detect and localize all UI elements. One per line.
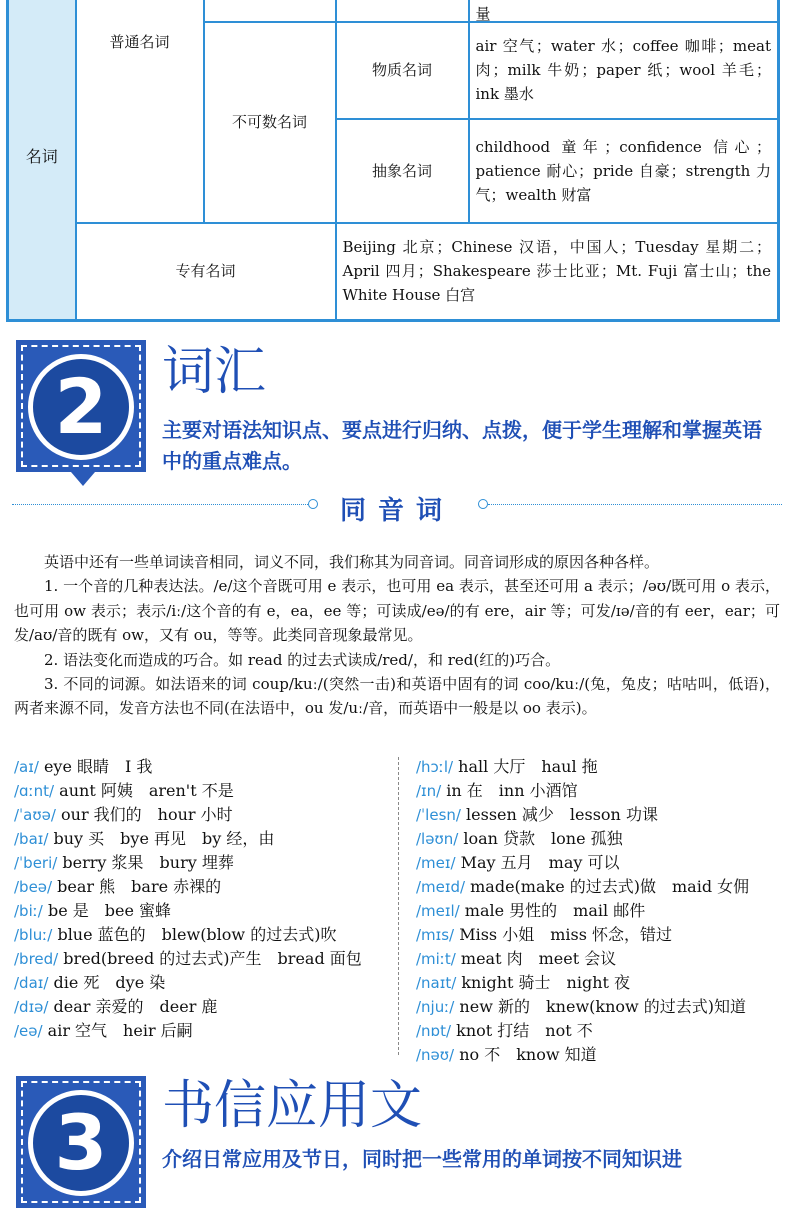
material-examples: air 空气；water 水；coffee 咖啡；meat 肉；milk 牛奶；paper 纸；wool 羊毛；ink 墨水 xyxy=(475,37,771,103)
list-item xyxy=(14,803,384,827)
homophone-list-left xyxy=(14,755,384,1043)
list-item xyxy=(416,851,784,875)
words: blue 蓝色的 blew(blow 的过去式)吹 xyxy=(52,925,337,944)
phonetic: /bred/ xyxy=(14,950,59,968)
list-item xyxy=(416,995,784,1019)
common-noun-label: 普通名词 xyxy=(109,33,170,51)
paragraph: 3. 不同的词源。如法语来的词 coup/kuː/(突然一击)和英语中固有的词 coo/kuː/(兔，兔皮；咕咕叫，低语)，两者来源不同，发音方法也不同(在法语中，ou 发/uː/音，而英语中一般是以 oo 表示)。 xyxy=(14,675,780,718)
subheading-line-right xyxy=(488,504,782,505)
words: berry 浆果 bury 埋葬 xyxy=(57,853,234,872)
top-partial-cell-b xyxy=(336,0,469,22)
words: no 不 know 知道 xyxy=(454,1045,597,1064)
phonetic: /ˈlesn/ xyxy=(416,806,461,824)
words: knot 打结 not 不 xyxy=(451,1021,593,1040)
words: lessen 减少 lesson 功课 xyxy=(460,805,658,824)
phonetic: /daɪ/ xyxy=(14,974,49,992)
abstract-noun-label: 抽象名词 xyxy=(371,161,432,180)
list-item xyxy=(416,803,784,827)
phonetic: /ˈberi/ xyxy=(14,854,58,872)
uncountable-noun-cell xyxy=(204,22,336,223)
phonetic: /miːt/ xyxy=(416,950,456,968)
top-partial-cell xyxy=(469,0,779,22)
phonetic: /nəʊ/ xyxy=(416,1046,455,1064)
words: meat 肉 meet 会议 xyxy=(455,949,617,968)
list-item xyxy=(14,1019,384,1043)
words: buy 买 bye 再见 by 经，由 xyxy=(48,829,275,848)
abstract-noun-cell xyxy=(336,119,469,223)
proper-noun-cell xyxy=(76,223,336,321)
badge-pointer-icon xyxy=(71,472,95,486)
paragraph: 1. 一个音的几种表达法。/e/这个音既可用 e 表示，也可用 ea 表示，甚至还可用 a 表示；/əʊ/既可用 o 表示，也可用 ow 表示；表示/iː/这个音的有 e，ea，ee 等；可读成/eə/的有 ere，air 等；可发/ɪə/音的有 eer，ear；可发/aʊ/音的既有 ow，又有 ou，等等。此类同音现象最常见。 xyxy=(14,577,780,645)
uncountable-noun-label: 不可数名词 xyxy=(231,113,307,131)
phonetic: /ləʊn/ xyxy=(416,830,459,848)
subheading-text: 同音词 xyxy=(339,496,454,526)
subheading-dot-left-icon xyxy=(308,499,318,509)
words: aunt 阿姨 aren't 不是 xyxy=(54,781,234,800)
words: be 是 bee 蜜蜂 xyxy=(42,901,172,920)
list-item xyxy=(14,779,384,803)
phonetic: /meɪd/ xyxy=(416,878,466,896)
words: in 在 inn 小酒馆 xyxy=(441,781,578,800)
phonetic: /aɪ/ xyxy=(14,758,39,776)
category-label: 名词 xyxy=(25,147,58,166)
words: die 死 dye 染 xyxy=(48,973,166,992)
list-item xyxy=(14,899,384,923)
words: made(make 的过去式)做 maid 女佣 xyxy=(465,877,750,896)
section-2-circle xyxy=(28,354,134,460)
section-2-number: 2 xyxy=(54,362,108,451)
phonetic: /njuː/ xyxy=(416,998,455,1016)
section-2-badge xyxy=(16,340,146,472)
section-3-badge xyxy=(16,1076,146,1208)
words: air 空气 heir 后嗣 xyxy=(42,1021,193,1040)
proper-examples-cell xyxy=(336,223,779,321)
phonetic: /ˈaʊə/ xyxy=(14,806,56,824)
words: bred(breed 的过去式)产生 bread 面包 xyxy=(58,949,362,968)
section-2-description: 主要对语法知识点、要点进行归纳、点拨，便于学生理解和掌握英语中的重点难点。 xyxy=(162,418,762,473)
list-item xyxy=(416,755,784,779)
list-item xyxy=(416,779,784,803)
phonetic: /beə/ xyxy=(14,878,53,896)
words: hall 大厅 haul 拖 xyxy=(453,757,598,776)
list-item xyxy=(14,923,384,947)
words: loan 贷款 lone 孤独 xyxy=(458,829,623,848)
phonetic: /biː/ xyxy=(14,902,43,920)
proper-noun-label: 专有名词 xyxy=(175,262,236,281)
phonetic: /nɒt/ xyxy=(416,1022,452,1040)
list-item xyxy=(14,995,384,1019)
paragraph: 2. 语法变化而造成的巧合。如 read 的过去式读成/red/，和 red(红的)巧合。 xyxy=(44,650,561,669)
words: dear 亲爱的 deer 鹿 xyxy=(48,997,218,1016)
section-3-title: 书信应用文 xyxy=(162,1076,423,1136)
phonetic: /mɪs/ xyxy=(416,926,455,944)
list-item xyxy=(416,947,784,971)
list-item xyxy=(14,755,384,779)
proper-examples: Beijing 北京；Chinese 汉语，中国人；Tuesday 星期二；April 四月；Shakespeare 莎士比亚；Mt. Fuji 富士山；the White House 白宫 xyxy=(342,238,771,305)
section-3-number: 3 xyxy=(54,1098,108,1187)
words: new 新的 knew(know 的过去式)知道 xyxy=(454,997,747,1016)
section-3-circle xyxy=(28,1090,134,1196)
list-item xyxy=(14,827,384,851)
category-cell xyxy=(8,0,76,321)
words: eye 眼睛 I 我 xyxy=(38,757,153,776)
material-noun-label: 物质名词 xyxy=(371,61,432,79)
words: May 五月 may 可以 xyxy=(455,853,620,872)
phonetic: /dɪə/ xyxy=(14,998,49,1016)
list-item xyxy=(14,947,384,971)
phonetic: /hɔːl/ xyxy=(416,758,454,776)
material-examples-cell xyxy=(469,22,779,119)
top-partial-text: 量 xyxy=(475,4,491,23)
subheading-line-left xyxy=(12,504,308,505)
words: bear 熊 bare 赤裸的 xyxy=(52,877,222,896)
abstract-examples: childhood 童年；confidence 信心；patience 耐心；pride 自豪；strength 力气；wealth 财富 xyxy=(475,137,771,204)
phonetic: /baɪ/ xyxy=(14,830,49,848)
phonetic: /meɪl/ xyxy=(416,902,460,920)
phonetic: /meɪ/ xyxy=(416,854,456,872)
words: Miss 小姐 miss 怀念，错过 xyxy=(454,925,673,944)
words: knight 骑士 night 夜 xyxy=(456,973,631,992)
abstract-examples-cell xyxy=(469,119,779,223)
words: male 男性的 mail 邮件 xyxy=(459,901,646,920)
section-2-title: 词汇 xyxy=(162,342,267,402)
homophone-list-right xyxy=(416,755,784,1067)
section-3-description: 介绍日常应用及节日，同时把一些常用的单词按不同知识进 xyxy=(162,1147,682,1171)
phonetic: /naɪt/ xyxy=(416,974,457,992)
list-item xyxy=(14,971,384,995)
column-divider xyxy=(398,757,399,1055)
list-item xyxy=(416,899,784,923)
noun-classification-table xyxy=(6,0,780,322)
material-noun-cell xyxy=(336,22,469,119)
list-item xyxy=(416,875,784,899)
phonetic: /ɑːnt/ xyxy=(14,782,55,800)
phonetic: /ɪn/ xyxy=(416,782,442,800)
list-item xyxy=(416,923,784,947)
subheading-dot-right-icon xyxy=(478,499,488,509)
paragraph: 英语中还有一些单词读音相同，词义不同，我们称其为同音词。同音词形成的原因各种各样。 xyxy=(44,553,660,571)
list-item xyxy=(416,1043,784,1067)
homophone-subheading xyxy=(12,490,782,526)
homophone-explanation xyxy=(14,550,780,721)
phonetic: /eə/ xyxy=(14,1022,43,1040)
common-noun-cell xyxy=(76,0,204,223)
top-partial-cell-a xyxy=(204,0,336,22)
list-item xyxy=(416,1019,784,1043)
words: our 我们的 hour 小时 xyxy=(55,805,233,824)
list-item xyxy=(14,851,384,875)
phonetic: /bluː/ xyxy=(14,926,53,944)
list-item xyxy=(416,827,784,851)
list-item xyxy=(14,875,384,899)
list-item xyxy=(416,971,784,995)
